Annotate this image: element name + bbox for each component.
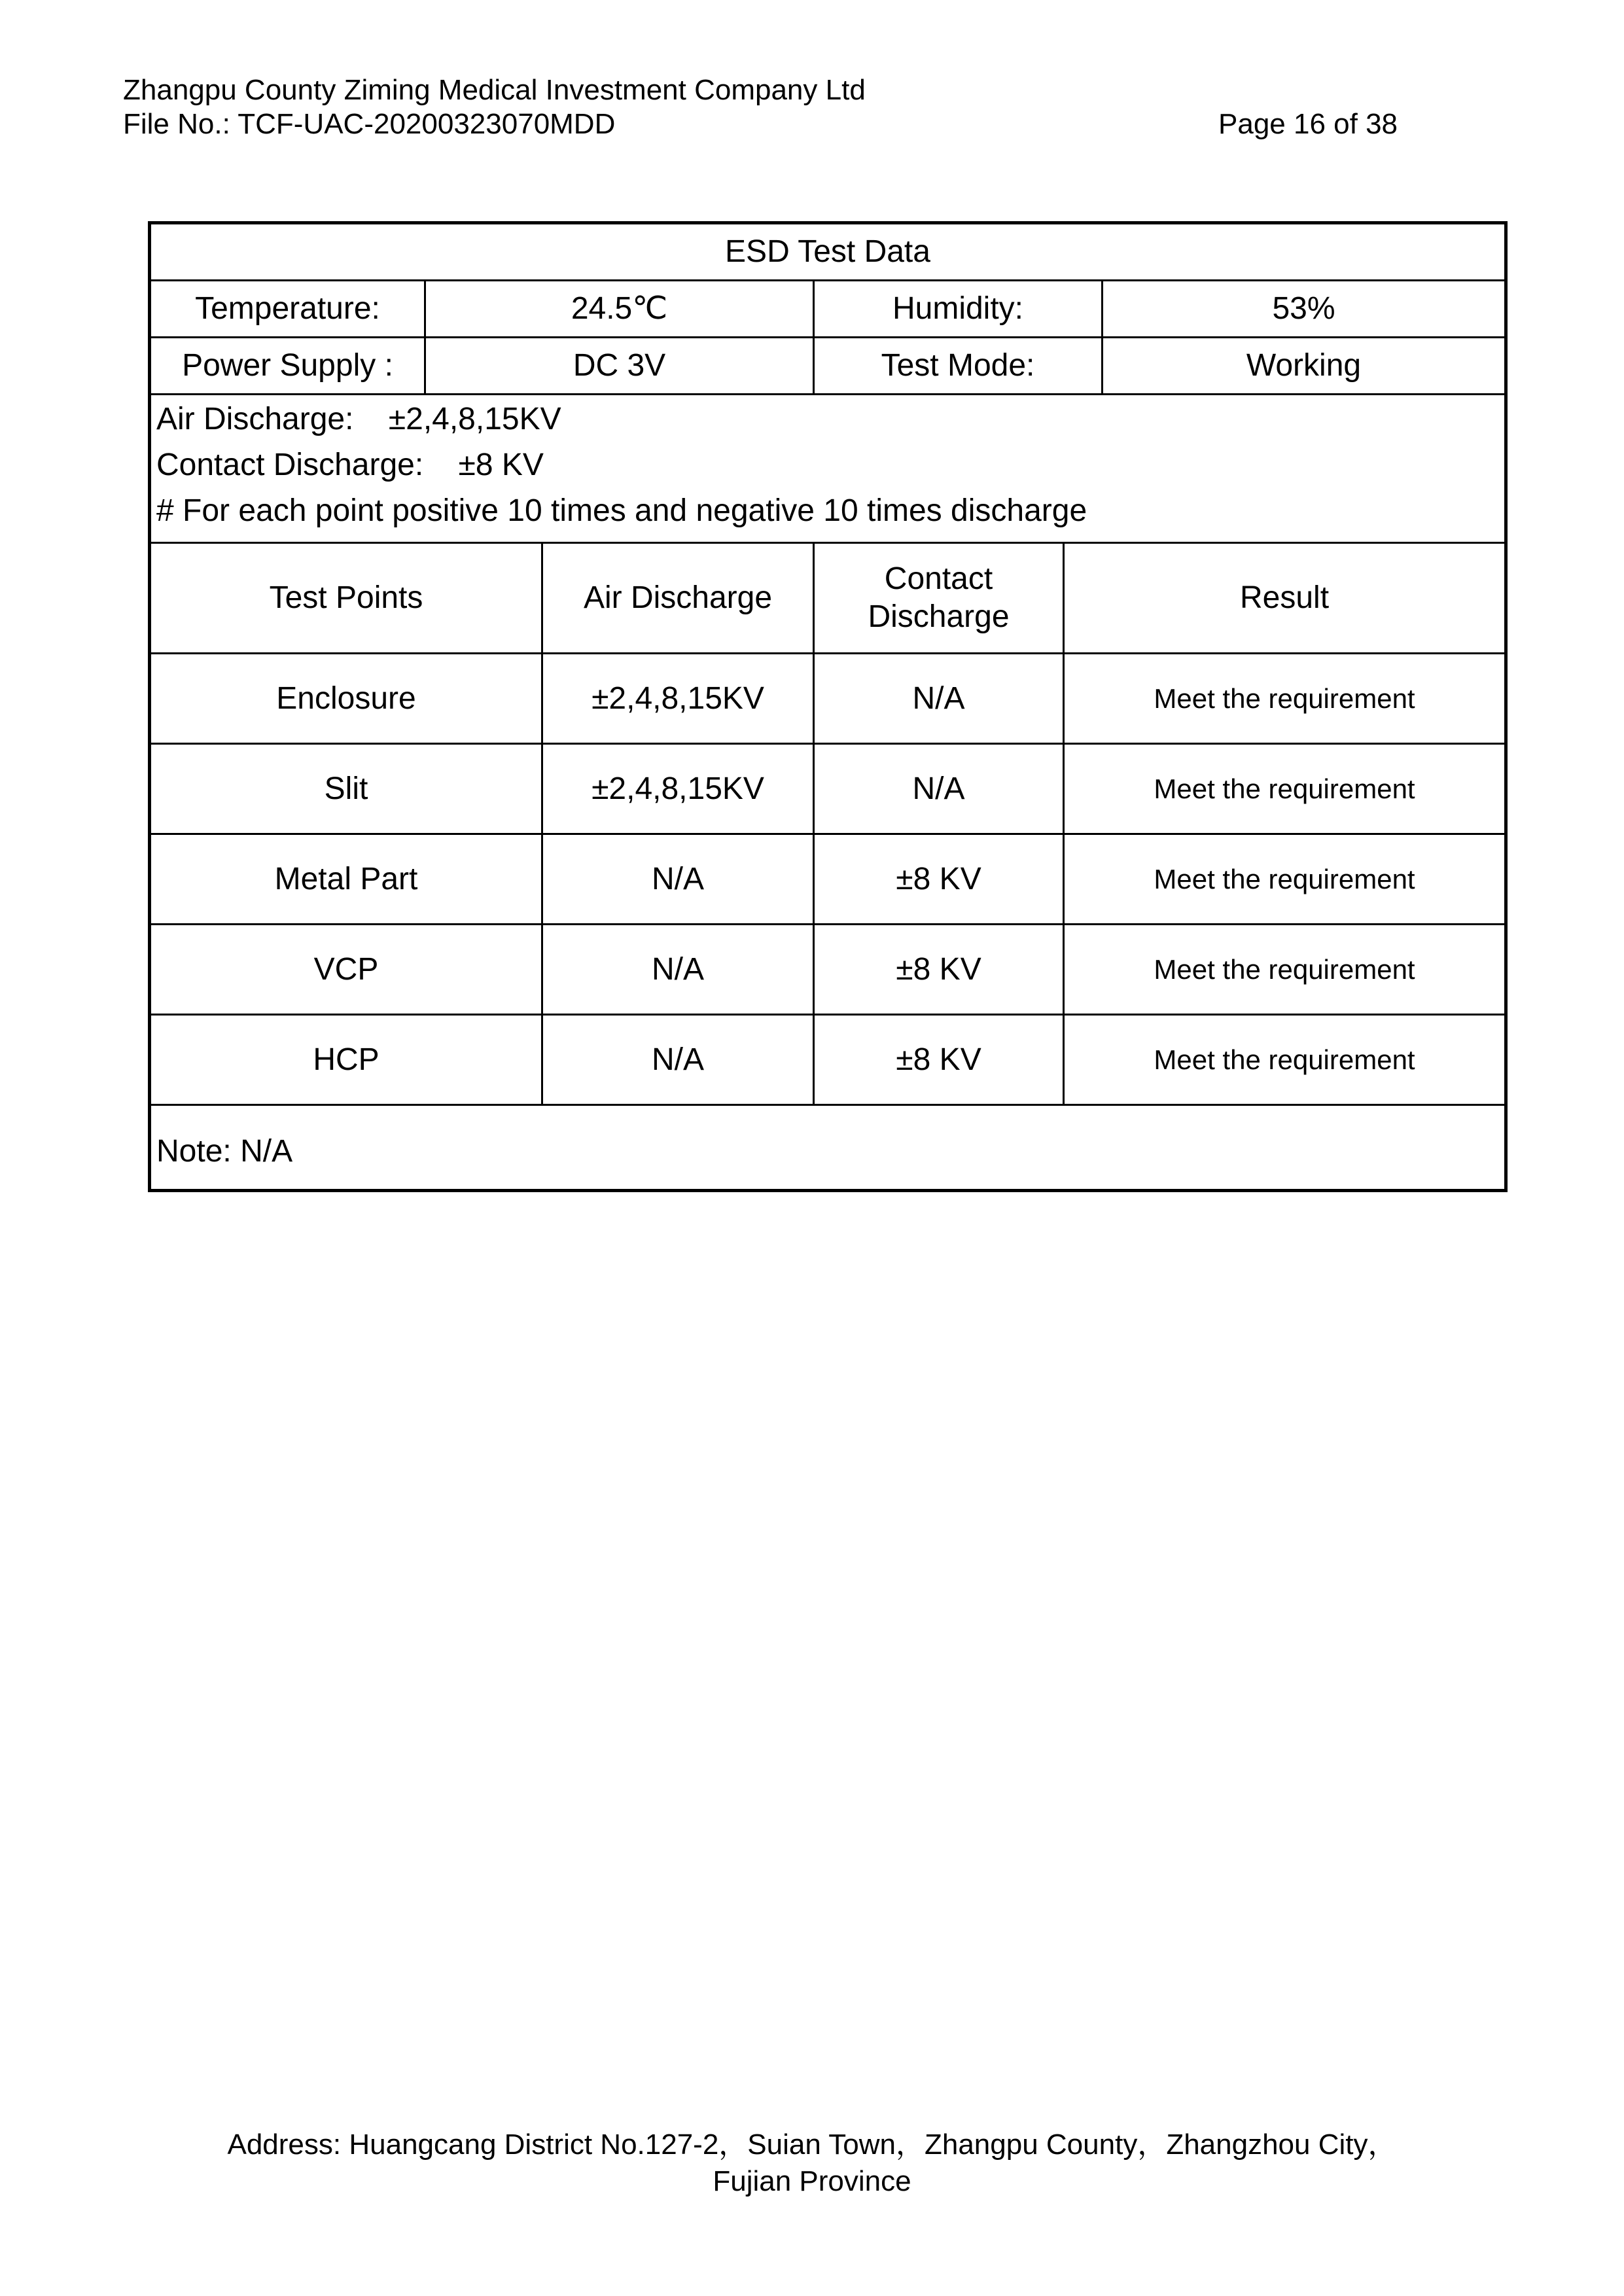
file-number: File No.: TCF-UAC-20200323070MDD <box>123 108 616 140</box>
column-header-result: Result <box>1239 580 1330 615</box>
footer-address <box>0 2127 1624 2200</box>
table-title: ESD Test Data <box>725 234 930 269</box>
cell-test-point: VCP <box>313 951 379 987</box>
cell-air-discharge: ±2,4,8,15KV <box>591 771 764 806</box>
cell-air-discharge: N/A <box>651 861 704 896</box>
column-header-test-points: Test Points <box>269 580 423 615</box>
rule <box>151 393 1504 395</box>
cell-result: Meet the requirement <box>1154 953 1415 985</box>
esd-test-table <box>148 221 1508 1192</box>
cell-test-point: HCP <box>313 1042 380 1077</box>
cell-air-discharge: N/A <box>651 1042 704 1077</box>
address-line-1: Address: Huangcang District No.127-2，Suian Town，Zhangpu County，Zhangzhou City， <box>227 2128 1397 2161</box>
column-header-contact-discharge: Contact Discharge <box>868 561 1010 634</box>
table-note: Note: N/A <box>156 1134 293 1169</box>
company-name: Zhangpu County Ziming Medical Investment Company Ltd <box>123 74 866 106</box>
page-number: Page 16 of 38 <box>1218 108 1398 140</box>
cell-contact-discharge: N/A <box>912 680 965 716</box>
cell-air-discharge: N/A <box>651 951 704 987</box>
humidity-label: Humidity: <box>892 291 1024 326</box>
test-mode-label: Test Mode: <box>881 348 1035 383</box>
power-supply-label: Power Supply : <box>182 348 393 383</box>
air-discharge-line: Air Discharge: ±2,4,8,15KV <box>156 402 561 436</box>
cell-contact-discharge: ±8 KV <box>896 951 981 987</box>
rule <box>151 1104 1504 1106</box>
address-line-2: Fujian Province <box>713 2165 911 2197</box>
test-mode-value: Working <box>1246 348 1362 383</box>
cell-test-point: Enclosure <box>276 680 416 716</box>
cell-test-point: Slit <box>324 771 368 806</box>
cell-result: Meet the requirement <box>1154 682 1415 714</box>
cell-contact-discharge: ±8 KV <box>896 861 981 896</box>
power-supply-value: DC 3V <box>573 348 666 383</box>
column-header-air-discharge: Air Discharge <box>583 580 773 615</box>
cell-result: Meet the requirement <box>1154 1044 1415 1075</box>
temperature-value: 24.5℃ <box>571 291 668 326</box>
cell-contact-discharge: ±8 KV <box>896 1042 981 1077</box>
cell-contact-discharge: N/A <box>912 771 965 806</box>
contact-discharge-line: Contact Discharge: ±8 KV <box>156 448 544 482</box>
cell-air-discharge: ±2,4,8,15KV <box>591 680 764 716</box>
humidity-value: 53% <box>1272 291 1335 326</box>
each-point-line: # For each point positive 10 times and negative 10 times discharge <box>156 493 1087 528</box>
cell-result: Meet the requirement <box>1154 863 1415 894</box>
temperature-label: Temperature: <box>195 291 380 326</box>
cell-result: Meet the requirement <box>1154 773 1415 804</box>
cell-test-point: Metal Part <box>274 861 418 896</box>
